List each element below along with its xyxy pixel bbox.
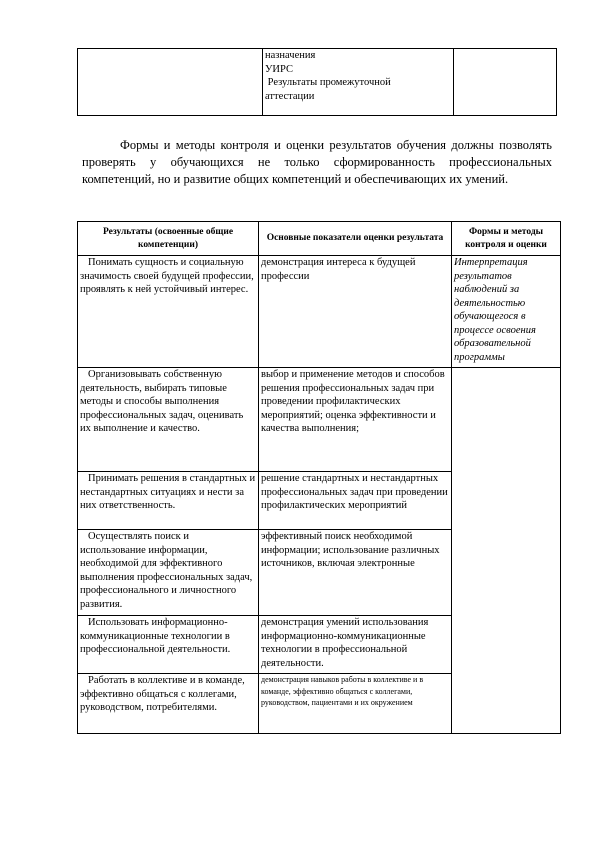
indicator-cell: эффективный поиск необходимой информации; использование различных источников, включая электронные bbox=[259, 530, 452, 616]
indicator-cell: демонстрация интереса к будущей профессии bbox=[259, 256, 452, 368]
cell-line: назначения bbox=[265, 50, 316, 61]
method-cell-empty bbox=[452, 368, 561, 734]
indicator-cell: демонстрация навыков работы в коллективе и в команде, эффективно общаться с коллегами, руководством, пациентами и их окружением bbox=[259, 674, 452, 734]
header-results: Результаты (освоенные общие компетенции) bbox=[78, 222, 259, 256]
result-cell: Осуществлять поиск и использование информации, необходимой для эффективного выполнения профессиональных задач, профессионального и личностного развития. bbox=[78, 530, 259, 616]
table-row bbox=[78, 368, 561, 472]
indicator-cell: выбор и применение методов и способов решения профессиональных задач при проведении профилактических мероприятий; оценка эффективности и качества выполнения; bbox=[259, 368, 452, 472]
result-cell: Понимать сущность и социальную значимость своей будущей профессии, проявлять к ней устойчивый интерес. bbox=[78, 256, 259, 368]
top-table-fragment bbox=[77, 48, 557, 116]
method-cell: Интерпретация результатов наблюдений за деятельностью обучающегося в процессе освоения образовательной программы bbox=[452, 256, 561, 368]
competencies-table bbox=[77, 221, 561, 734]
cell-line: УИРС bbox=[265, 63, 293, 75]
table-row bbox=[78, 256, 561, 368]
cell-line: Результаты промежуточной bbox=[265, 77, 391, 88]
cell-line: аттестации bbox=[265, 90, 315, 102]
table-header-row bbox=[78, 222, 561, 256]
result-cell: Использовать информационно-коммуникационные технологии в профессиональной деятельности. bbox=[78, 616, 259, 674]
header-methods: Формы и методы контроля и оценки bbox=[452, 222, 561, 256]
top-table-cell-2 bbox=[263, 49, 454, 116]
result-cell: Работать в коллективе и в команде, эффективно общаться с коллегами, руководством, потребителями. bbox=[78, 674, 259, 734]
indicator-cell: демонстрация умений использования информационно-коммуникационные технологии в профессиональной деятельности. bbox=[259, 616, 452, 674]
top-table-cell-3 bbox=[454, 49, 557, 116]
result-cell: Организовывать собственную деятельность, выбирать типовые методы и способы выполнения профессиональных задач, оценивать их выполнение и качество. bbox=[78, 368, 259, 472]
result-cell: Принимать решения в стандартных и нестандартных ситуациях и нести за них ответственность. bbox=[78, 472, 259, 530]
header-indicators: Основные показатели оценки результата bbox=[259, 222, 452, 256]
indicator-cell: решение стандартных и нестандартных профессиональных задач при проведении профилактических мероприятий bbox=[259, 472, 452, 530]
top-table-cell-1 bbox=[78, 49, 263, 116]
body-paragraph: Формы и методы контроля и оценки результатов обучения должны позволять проверять у обучающихся не только сформированность профессиональных компетенций, но и развитие общих компетенций и обеспечивающих их умений. bbox=[82, 138, 552, 186]
